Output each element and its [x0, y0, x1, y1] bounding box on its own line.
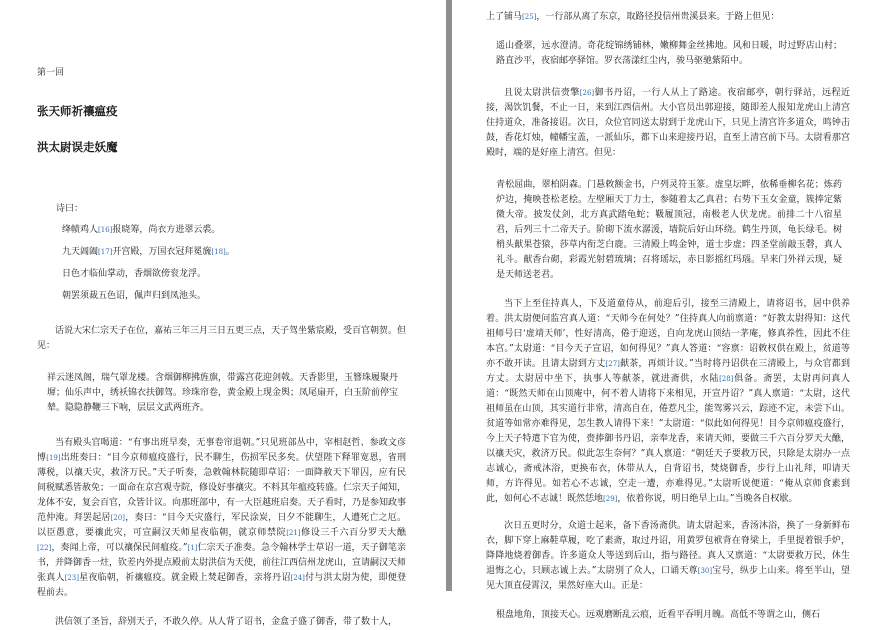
text-run: 修设三千六百分罗天大醮	[300, 528, 406, 538]
poem-heading: 诗曰：	[56, 204, 84, 214]
text-run: ，依着你说，明日绝早上山。”当晚各自权歇。	[617, 494, 798, 504]
footnote-link[interactable]: [16]	[98, 226, 113, 234]
poem-text: 绛帻鸡人	[62, 225, 99, 235]
chapter-number: 第一回	[37, 68, 65, 78]
verse-block: 根盘地角，顶接天心。远观磨断乱云痕，近看平吞明月魄。高低不等谓之山，侧石	[496, 610, 821, 620]
poem-line	[62, 263, 406, 285]
footnote-link[interactable]: [24]	[290, 574, 305, 582]
verse-block: 青松屈曲，翠柏阴森。门悬敕额金书，户列灵符玉篆。虚皇坛畔，依稀垂柳名花；炼药炉边，掩映苍松老桧。左壁厢天丁力士，参随着太乙真君；右势下玉女金童，簇捧定紫微大帝。披发仗剑，北方真武踏龟蛇；靸履顶冠，南极老人伏龙虎。前排二十八宿星君，后列三十二帝天子。阶砌下流水潺湲，墙院后好山环绕。鹤生丹顶，龟长绿毛。树梢头献果苍猿，莎草内衔芝白鹿。三清殿上鸣金钟，道士步虚；四圣堂前敲玉磬，真人礼斗。献香台砌，彩霞光射碧琉璃；召将瑶坛，赤日影摇红玛瑙。早来门外祥云现，疑是天师送老君。	[496, 180, 842, 280]
footnote-link[interactable]: [20]	[110, 514, 126, 522]
footnote-link[interactable]: [25]	[522, 13, 537, 21]
footnote-link[interactable]: [17]	[98, 248, 113, 256]
footnote-link[interactable]: [29]	[603, 495, 618, 503]
chapter-title-line-1: 张天师祈禳瘟疫	[37, 104, 118, 118]
poem-text: 。	[225, 247, 235, 257]
paragraph	[37, 436, 406, 601]
text-run: 御书丹诏，一行人从上了路途。夜宿邮亭，朝行驿站，远程近接，渴饮饥餐，不止一日，来到江西信州。大小官员出郭迎接，随即差人报知龙虎山上清宫住持道众，准备接诏。次日，众位官同送太尉到于龙虎山下，只见上清宫许多道众，鸣钟击鼓，香花灯烛，幢幡宝盖，一派仙乐，都下山来迎接丹诏，直至上清宫前下马。太尉看那宫殿时，端的是好座上清宫。但见：	[486, 88, 850, 158]
footnote-link[interactable]: [30]	[697, 567, 713, 575]
footnote-link[interactable]: [26]	[579, 89, 595, 97]
paragraph	[486, 86, 850, 161]
text-run: 当有殿头官喝道：“有事出班早奏，无事卷帘退朝。”只见班部丛中，宰相赵哲、参政文彦博	[37, 438, 406, 463]
text-run: 献茶，再烦计议。”当时将丹诏供在三清殿上，与众官都到方丈。太尉居中坐下，执事人等献茶，就进斋供，水陆	[486, 359, 850, 384]
poem-text: 日色才临仙掌动，香烟欲傍衮龙浮。	[62, 269, 207, 279]
footnote-link[interactable]: [27]	[605, 360, 620, 368]
poem-line	[62, 285, 406, 307]
poem-text: 朝罢须裁五色诏，佩声归到凤池头。	[62, 291, 207, 301]
text-run: 次日五更时分，众道士起来，备下香汤斋供。请太尉起来，香汤沐浴，换了一身新鲜布衣，脚下穿上麻鞋草履，吃了素斋，取过丹诏，用黄罗包袱背在脊梁上，手里提着银手炉，降降地烧着御香。许多道众人等送到后山，指与路径。真人又禀道：“太尉要救万民，休生退悔之心，只顾志诚上去。”太尉别了众人，口诵天尊	[486, 521, 850, 576]
right-page	[452, 0, 895, 620]
text-run: ，奏闻上帝，可以禳保民间瘟疫。”	[51, 543, 188, 553]
chapter-title-line-2: 洪太尉误走妖魔	[37, 140, 118, 154]
poem	[62, 219, 406, 307]
text-run: ，一行部从离了东京，取路径投信州贵溪县来。于路上但见：	[536, 12, 780, 22]
paragraph	[486, 519, 850, 594]
footnote-link[interactable]: [23]	[64, 574, 79, 582]
text-run: 出班奏曰：“目今京师瘟疫盛行，民不聊生，伤损军民多矣。伏望陛下释罪宽恩，省刑薄税，以禳天灾，救济万民。”天子听奏，急敕翰林院随即草诏：一面降赦天下罪囚，应有民间税赋悉皆赦免；一面命在京宫观寺院，修设好事禳灾。不料其年瘟疫转盛。仁宗天子闻知，龙体不安，复会百官，众皆计议。向那班部中，有一大臣越班启奏。天子看时，乃是参知政事范仲淹。拜罢起居	[37, 453, 407, 523]
poem-text: 九天阊阖	[62, 247, 99, 257]
text-run: 星夜临朝，祈禳瘟疫。就金殿上焚起御香，亲将丹诏	[78, 573, 291, 583]
poem-line	[62, 241, 406, 263]
text-run: 俱备。斋罢，太尉再问真人道：“既然天师在山顶庵中，何不着人请将下来相见，开宣丹诏？”真人禀道：“太尉，这代祖师虽在山顶，其实道行非常，清高自在，倦惹凡尘，能驾雾兴云，踪迹不定，未尝下山。贫道等如常亦难得见，怎生教人请得下来！”太尉道：“似此如何得见！目今京师瘟疫盛行，今上天子特遣下官为使，赍捧御书丹诏，亲奉龙香，来请天师，要做三千六百分罗天大醮，以禳天灾，救济万民。似此怎生奈何？”真人禀道：“朝廷天子要救万民，只除是太尉办一点志诚心，斋戒沐浴，更换布衣，休带从人，自背诏书，焚烧御香，步行上山礼拜，叩请天师，方许得见。如若心不志诚，空走一遭，亦难得见。”太尉听说便道：“俺从京师食素到此，如何心不志诚！既然恁地	[486, 374, 850, 504]
paragraph: 话说大宋仁宗天子在位，嘉祐三年三月三日五更三点，天子驾坐紫宸殿，受百官朝贺。但见：	[37, 326, 407, 351]
footnote-link[interactable]: [22]	[37, 544, 52, 552]
text-run: 仁宗天子准奏。急令翰林学士草诏一道，天子御笔亲书，并降御香一炷，钦差内外提点殿前太尉洪信为天使，前往江西信州龙虎山，宣请嗣汉天师张真人	[37, 543, 407, 583]
paragraph: 洪信领了圣旨，辞别天子，不敢久停。从人背了诏书，金盒子盛了御香，带了数十人，	[55, 617, 398, 627]
text-run: ，奏曰：“目今天灾盛行，军民涂炭，日夕不能聊生，人遭死亡之厄。以臣愚意，要禳此灾，可宣嗣汉天师星夜临朝，就京师禁院	[37, 513, 406, 538]
verse-block: 祥云迷凤阁，瑞气罩龙楼。含烟御柳拂旌旗，带露宫花迎剑戟。天香影里，玉簪珠履聚丹墀；仙乐声中，绣袄锦衣扶御驾。珍珠帘卷，黄金殿上现金舆；凤尾扇开，白玉阶前停宝辇。隐隐静鞭三下响，层层文武两班齐。	[47, 373, 399, 413]
text-run: 宝号，纵步上山来。将至半山，望见大顶直侵霄汉，果然好座大山。正是：	[486, 566, 850, 591]
text-run: 且说太尉洪信赍擎	[504, 88, 580, 98]
footnote-link[interactable]: [19]	[46, 454, 61, 462]
paragraph	[486, 297, 850, 507]
paragraph	[486, 10, 850, 25]
text-run: 上了铺马	[486, 12, 523, 22]
poem-text: 报晓筹，尚衣方进翠云裘。	[112, 225, 221, 235]
footnote-link[interactable]: [18]	[211, 248, 226, 256]
text-run: 当下上至住持真人，下及道童侍从，前迎后引，接至三清殿上，请将诏书，居中供养着。洪太尉便问监宫真人道：“天师今在何处？”住持真人向前禀道：“好教太尉得知：这代祖师号曰‘虚靖天师’，性好清高，倦于迎送，自向龙虎山顶结一茅庵，修真养性，因此不住本宫。”太尉道：“目今天子宣诏，如何得见？”真人答道：“容禀：诏敕权供在殿上，贫道等亦不敢开读。且请太尉到方丈	[486, 299, 850, 369]
footnote-link[interactable]: [28]	[719, 375, 734, 383]
poem-text: 开宫殿，万国衣冠拜冕旒	[112, 247, 212, 257]
poem-line	[62, 219, 406, 241]
text-run: 付与洪太尉为使，即便登程前去。	[37, 573, 406, 598]
footnote-link[interactable]: [1]	[187, 544, 198, 552]
footnote-link[interactable]: [21]	[286, 529, 301, 537]
left-page	[0, 0, 446, 627]
verse-block: 遥山叠翠，远水澄清。奇花绽锦绣铺林，嫩柳舞金丝拂地。风和日暖，时过野店山村；路直沙平，夜宿邮亭驿馆。罗衣荡漾红尘内，骏马驱驰紫陌中。	[496, 41, 842, 66]
